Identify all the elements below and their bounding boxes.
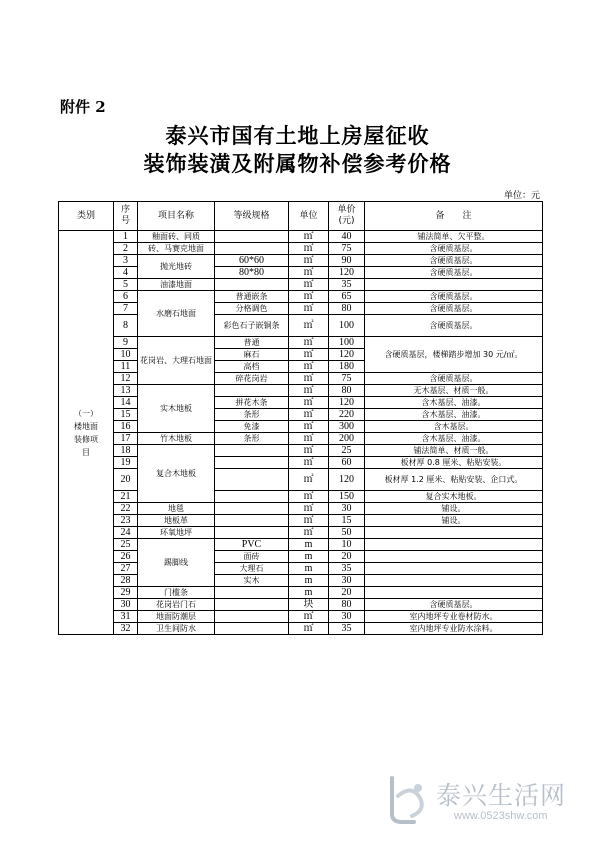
note-cell: 室内地坪专业卷材防水。: [365, 611, 543, 623]
seq-cell: 2: [114, 243, 138, 255]
note-cell: 含硬质基层。: [365, 315, 543, 337]
note-cell: 含硬质基层。: [365, 243, 543, 255]
note-cell: 含木基层、油漆。: [365, 409, 543, 421]
table-row: [59, 291, 543, 303]
item-name-cell: 竹木地板: [138, 433, 215, 445]
grade-cell: [215, 243, 289, 255]
note-cell: 含木基层、油漆。: [365, 397, 543, 409]
grade-cell: 条形: [215, 409, 289, 421]
table-row: [59, 373, 543, 385]
watermark-url: www.0523shw.com: [454, 810, 548, 822]
grade-cell: [215, 515, 289, 527]
price-cell: 60: [329, 457, 365, 469]
grade-cell: 80*80: [215, 267, 289, 279]
table-row: [59, 599, 543, 611]
note-cell: 含木基层。: [365, 421, 543, 433]
note-cell: 含硬质基层，楼梯踏步增加 30 元/㎡。: [365, 337, 543, 373]
item-name-cell: 花岗岩门石: [138, 599, 215, 611]
table-row: [59, 503, 543, 515]
unit-cell: ㎡: [289, 337, 329, 349]
unit-cell: ㎡: [289, 515, 329, 527]
price-cell: 75: [329, 243, 365, 255]
site-watermark: [378, 770, 588, 830]
note-cell: [365, 539, 543, 551]
item-name-cell: 踢脚线: [138, 539, 215, 587]
seq-cell: 12: [114, 373, 138, 385]
seq-cell: 8: [114, 315, 138, 337]
table-row: [59, 611, 543, 623]
unit-cell: ㎡: [289, 315, 329, 337]
price-cell: 180: [329, 361, 365, 373]
annex-label: 附件 2: [60, 98, 106, 116]
note-cell: 复合实木地板。: [365, 491, 543, 503]
grade-cell: 普通: [215, 337, 289, 349]
unit-cell: ㎡: [289, 243, 329, 255]
seq-cell: 25: [114, 539, 138, 551]
table-row: [59, 457, 543, 469]
grade-cell: [215, 469, 289, 491]
grade-cell: [215, 457, 289, 469]
grade-cell: [215, 599, 289, 611]
price-cell: 35: [329, 623, 365, 635]
unit-cell: ㎡: [289, 457, 329, 469]
price-table: [58, 201, 543, 635]
seq-cell: 20: [114, 469, 138, 491]
column-header-price: 单价 (元): [329, 202, 365, 231]
page-title-line2: 装饰装潢及附属物补偿参考价格: [143, 152, 452, 176]
unit-cell: ㎡: [289, 503, 329, 515]
price-cell: 50: [329, 527, 365, 539]
price-cell: 300: [329, 421, 365, 433]
note-cell: [365, 575, 543, 587]
note-cell: 含硬质基层。: [365, 291, 543, 303]
unit-cell: ㎡: [289, 527, 329, 539]
price-cell: 10: [329, 539, 365, 551]
table-row: [59, 243, 543, 255]
unit-cell: m: [289, 551, 329, 563]
grade-cell: 免漆: [215, 421, 289, 433]
item-name-cell: 砖、马赛克地面: [138, 243, 215, 255]
grade-cell: [215, 527, 289, 539]
price-cell: 30: [329, 575, 365, 587]
unit-cell: ㎡: [289, 445, 329, 457]
item-name-cell: 环氧地坪: [138, 527, 215, 539]
seq-cell: 23: [114, 515, 138, 527]
unit-cell: ㎡: [289, 469, 329, 491]
note-cell: 板材厚 1.2 厘米、粘贴安装、企口式。: [365, 469, 543, 491]
note-cell: 含硬质基层。: [365, 373, 543, 385]
column-header-item: 项目名称: [138, 202, 215, 231]
price-cell: 75: [329, 373, 365, 385]
unit-cell: m: [289, 539, 329, 551]
seq-cell: 32: [114, 623, 138, 635]
table-row: [59, 469, 543, 491]
item-name-cell: 复合木地板: [138, 445, 215, 503]
table-row: [59, 575, 543, 587]
unit-cell: ㎡: [289, 349, 329, 361]
seq-cell: 28: [114, 575, 138, 587]
watermark-site-name: 泰兴生活网: [436, 781, 567, 810]
price-cell: 100: [329, 337, 365, 349]
seq-cell: 21: [114, 491, 138, 503]
seq-cell: 22: [114, 503, 138, 515]
unit-cell: ㎡: [289, 433, 329, 445]
note-cell: 铺设。: [365, 503, 543, 515]
price-cell: 120: [329, 469, 365, 491]
grade-cell: [215, 587, 289, 599]
seq-cell: 11: [114, 361, 138, 373]
seq-cell: 9: [114, 337, 138, 349]
grade-cell: 麻石: [215, 349, 289, 361]
seq-cell: 24: [114, 527, 138, 539]
price-cell: 40: [329, 231, 365, 243]
unit-cell: m: [289, 587, 329, 599]
unit-cell: ㎡: [289, 279, 329, 291]
price-cell: 15: [329, 515, 365, 527]
item-name-cell: 地毯: [138, 503, 215, 515]
unit-cell: ㎡: [289, 611, 329, 623]
item-name-cell: 地面防潮层: [138, 611, 215, 623]
unit-cell: ㎡: [289, 361, 329, 373]
grade-cell: [215, 231, 289, 243]
grade-cell: [215, 445, 289, 457]
unit-cell: ㎡: [289, 385, 329, 397]
table-row: [59, 231, 543, 243]
price-cell: 20: [329, 587, 365, 599]
price-cell: 120: [329, 267, 365, 279]
column-header-seq: 序 号: [114, 202, 138, 231]
item-name-cell: 地板革: [138, 515, 215, 527]
unit-cell: ㎡: [289, 373, 329, 385]
table-row: [59, 421, 543, 433]
note-cell: [365, 563, 543, 575]
grade-cell: 高档: [215, 361, 289, 373]
price-cell: 20: [329, 551, 365, 563]
unit-cell: 块: [289, 599, 329, 611]
table-row: [59, 397, 543, 409]
table-row: [59, 433, 543, 445]
grade-cell: 普通嵌条: [215, 291, 289, 303]
column-header-grade: 等级规格: [215, 202, 289, 231]
unit-cell: m: [289, 575, 329, 587]
seq-cell: 13: [114, 385, 138, 397]
table-row: [59, 527, 543, 539]
table-row: [59, 445, 543, 457]
item-name-cell: 卫生间防水: [138, 623, 215, 635]
seq-cell: 19: [114, 457, 138, 469]
grade-cell: 分格调色: [215, 303, 289, 315]
note-cell: 铺设。: [365, 515, 543, 527]
unit-cell: ㎡: [289, 491, 329, 503]
table-row: [59, 515, 543, 527]
price-cell: 120: [329, 349, 365, 361]
item-name-cell: 抛光地砖: [138, 255, 215, 279]
note-cell: 板材厚 0.8 厘米、粘贴安装。: [365, 457, 543, 469]
seq-cell: 17: [114, 433, 138, 445]
table-row: [59, 551, 543, 563]
table-row: [59, 303, 543, 315]
seq-cell: 14: [114, 397, 138, 409]
grade-cell: 大理石: [215, 563, 289, 575]
seq-cell: 16: [114, 421, 138, 433]
item-name-cell: 油漆地面: [138, 279, 215, 291]
grade-cell: 条形: [215, 433, 289, 445]
grade-cell: 面砖: [215, 551, 289, 563]
seq-cell: 27: [114, 563, 138, 575]
grade-cell: 碎花岗岩: [215, 373, 289, 385]
category-cell: （一） 楼地面 装修项 目: [59, 231, 114, 635]
note-cell: 含硬质基层。: [365, 255, 543, 267]
price-cell: 80: [329, 303, 365, 315]
table-row: [59, 337, 543, 349]
grade-cell: 彩色石子嵌铜条: [215, 315, 289, 337]
table-row: [59, 587, 543, 599]
unit-cell: ㎡: [289, 291, 329, 303]
unit-cell: ㎡: [289, 303, 329, 315]
table-row: [59, 623, 543, 635]
seq-cell: 5: [114, 279, 138, 291]
seq-cell: 30: [114, 599, 138, 611]
table-row: [59, 255, 543, 267]
price-cell: 80: [329, 385, 365, 397]
column-header-category: 类别: [59, 202, 114, 231]
seq-cell: 4: [114, 267, 138, 279]
note-cell: 含硬质基层。: [365, 267, 543, 279]
grade-cell: 拼花木条: [215, 397, 289, 409]
seq-cell: 10: [114, 349, 138, 361]
column-header-note: 备 注: [365, 202, 543, 231]
grade-cell: PVC: [215, 539, 289, 551]
grade-cell: [215, 279, 289, 291]
seq-cell: 26: [114, 551, 138, 563]
table-row: [59, 267, 543, 279]
seq-cell: 29: [114, 587, 138, 599]
watermark-logo-icon: [378, 770, 438, 830]
unit-label: 单位：元: [503, 191, 540, 201]
note-cell: 含硬质基层。: [365, 599, 543, 611]
unit-cell: ㎡: [289, 231, 329, 243]
table-row: [59, 539, 543, 551]
note-cell: 室内地坪专业防水涂料。: [365, 623, 543, 635]
item-name-cell: 门槛条: [138, 587, 215, 599]
price-cell: 120: [329, 397, 365, 409]
price-cell: 200: [329, 433, 365, 445]
note-cell: [365, 527, 543, 539]
price-cell: 100: [329, 315, 365, 337]
unit-cell: ㎡: [289, 421, 329, 433]
table-row: [59, 409, 543, 421]
unit-cell: ㎡: [289, 623, 329, 635]
price-cell: 35: [329, 279, 365, 291]
seq-cell: 18: [114, 445, 138, 457]
price-cell: 65: [329, 291, 365, 303]
note-cell: 含硬质基层。: [365, 303, 543, 315]
note-cell: 铺法简单、欠平整。: [365, 231, 543, 243]
price-cell: 90: [329, 255, 365, 267]
seq-cell: 1: [114, 231, 138, 243]
grade-cell: [215, 503, 289, 515]
grade-cell: [215, 623, 289, 635]
grade-cell: [215, 611, 289, 623]
note-cell: [365, 587, 543, 599]
unit-cell: ㎡: [289, 409, 329, 421]
seq-cell: 7: [114, 303, 138, 315]
table-row: [59, 385, 543, 397]
note-cell: 铺法简单、材质一般。: [365, 445, 543, 457]
price-cell: 220: [329, 409, 365, 421]
seq-cell: 31: [114, 611, 138, 623]
price-cell: 80: [329, 599, 365, 611]
table-row: [59, 563, 543, 575]
item-name-cell: 实木地板: [138, 385, 215, 433]
unit-cell: ㎡: [289, 255, 329, 267]
price-cell: 30: [329, 611, 365, 623]
note-cell: 无木基层、材质一般。: [365, 385, 543, 397]
unit-cell: m: [289, 563, 329, 575]
price-cell: 25: [329, 445, 365, 457]
item-name-cell: 釉面砖、同质: [138, 231, 215, 243]
price-cell: 35: [329, 563, 365, 575]
grade-cell: [215, 491, 289, 503]
note-cell: [365, 551, 543, 563]
note-cell: [365, 279, 543, 291]
column-header-unit: 单位: [289, 202, 329, 231]
unit-cell: ㎡: [289, 397, 329, 409]
table-row: [59, 315, 543, 337]
grade-cell: 60*60: [215, 255, 289, 267]
seq-cell: 6: [114, 291, 138, 303]
price-cell: 150: [329, 491, 365, 503]
note-cell: 含木基层、油漆。: [365, 433, 543, 445]
item-name-cell: 花岗岩、大理石地面: [138, 337, 215, 385]
table-header-row: [59, 202, 543, 231]
grade-cell: 实木: [215, 575, 289, 587]
price-cell: 30: [329, 503, 365, 515]
unit-cell: ㎡: [289, 267, 329, 279]
seq-cell: 15: [114, 409, 138, 421]
page-title-line1: 泰兴市国有土地上房屋征收: [165, 124, 430, 148]
item-name-cell: 水磨石地面: [138, 291, 215, 337]
seq-cell: 3: [114, 255, 138, 267]
table-row: [59, 491, 543, 503]
table-row: [59, 279, 543, 291]
grade-cell: [215, 385, 289, 397]
